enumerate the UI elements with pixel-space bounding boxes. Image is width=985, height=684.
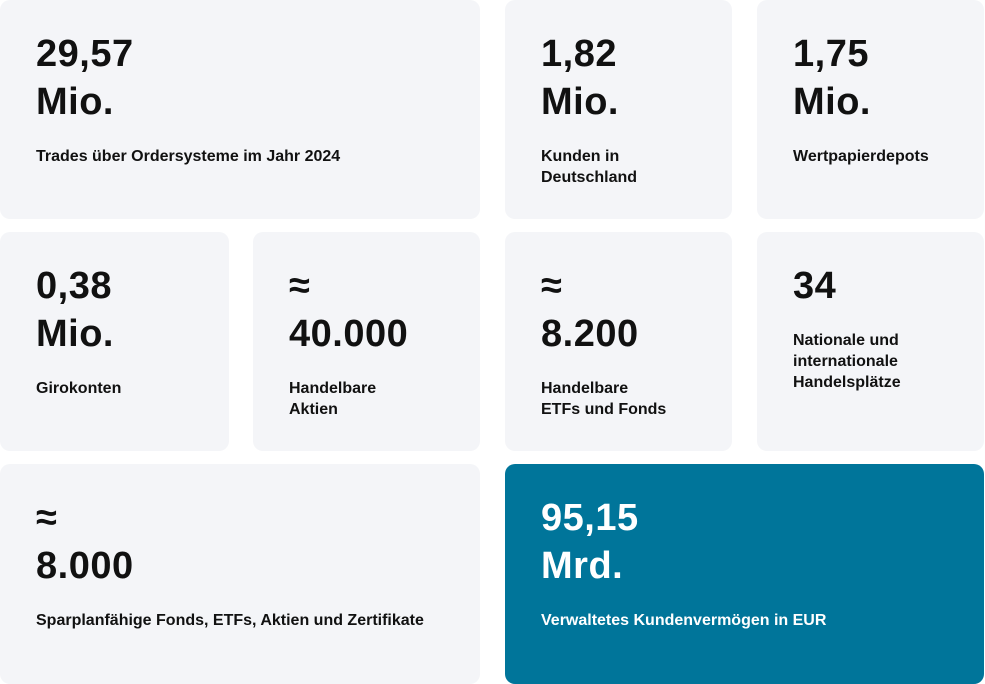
stat-value: 40.000 xyxy=(289,313,409,355)
stat-card-depots xyxy=(757,0,984,219)
stat-value: 1,75 xyxy=(793,33,869,75)
approx-symbol: ≈ xyxy=(289,265,311,307)
stat-unit: Mio. xyxy=(36,81,114,123)
stat-label: Verwaltetes Kundenvermögen in EUR xyxy=(541,612,827,629)
stat-label: Kunden in Deutschland xyxy=(541,148,638,186)
stat-unit: Mio. xyxy=(793,81,871,123)
approx-symbol: ≈ xyxy=(541,265,563,307)
stat-value: 29,57 xyxy=(36,33,134,75)
stat-label: Trades über Ordersysteme im Jahr 2024 xyxy=(36,148,341,165)
stat-label: Nationale und internationale Handelsplätze xyxy=(793,332,901,391)
stat-value: 34 xyxy=(793,265,837,307)
stat-card-customers xyxy=(505,0,732,219)
stat-label: Wertpapierdepots xyxy=(793,148,929,165)
stat-unit: Mio. xyxy=(36,313,114,355)
stat-card-etfs xyxy=(505,232,732,451)
stat-card-sparplan xyxy=(0,464,480,684)
stat-card-handelsplaetze xyxy=(757,232,984,451)
stat-unit: Mrd. xyxy=(541,545,624,587)
stat-value: 1,82 xyxy=(541,33,617,75)
stat-unit: Mio. xyxy=(541,81,619,123)
stat-card-kundenvermoegen xyxy=(505,464,984,684)
stat-value: 8.000 xyxy=(36,545,134,587)
stat-value: 8.200 xyxy=(541,313,639,355)
stat-label: Handelbare ETFs und Fonds xyxy=(541,380,667,418)
stat-label: Handelbare Aktien xyxy=(289,380,377,418)
stat-label: Sparplanfähige Fonds, ETFs, Aktien und Zertifikate xyxy=(36,612,424,629)
stat-card-aktien xyxy=(253,232,480,451)
stat-card-trades xyxy=(0,0,480,219)
stat-value: 95,15 xyxy=(541,497,639,539)
stat-label: Girokonten xyxy=(36,380,122,397)
stat-card-girokonten xyxy=(0,232,229,451)
approx-symbol: ≈ xyxy=(36,497,58,539)
stat-value: 0,38 xyxy=(36,265,112,307)
